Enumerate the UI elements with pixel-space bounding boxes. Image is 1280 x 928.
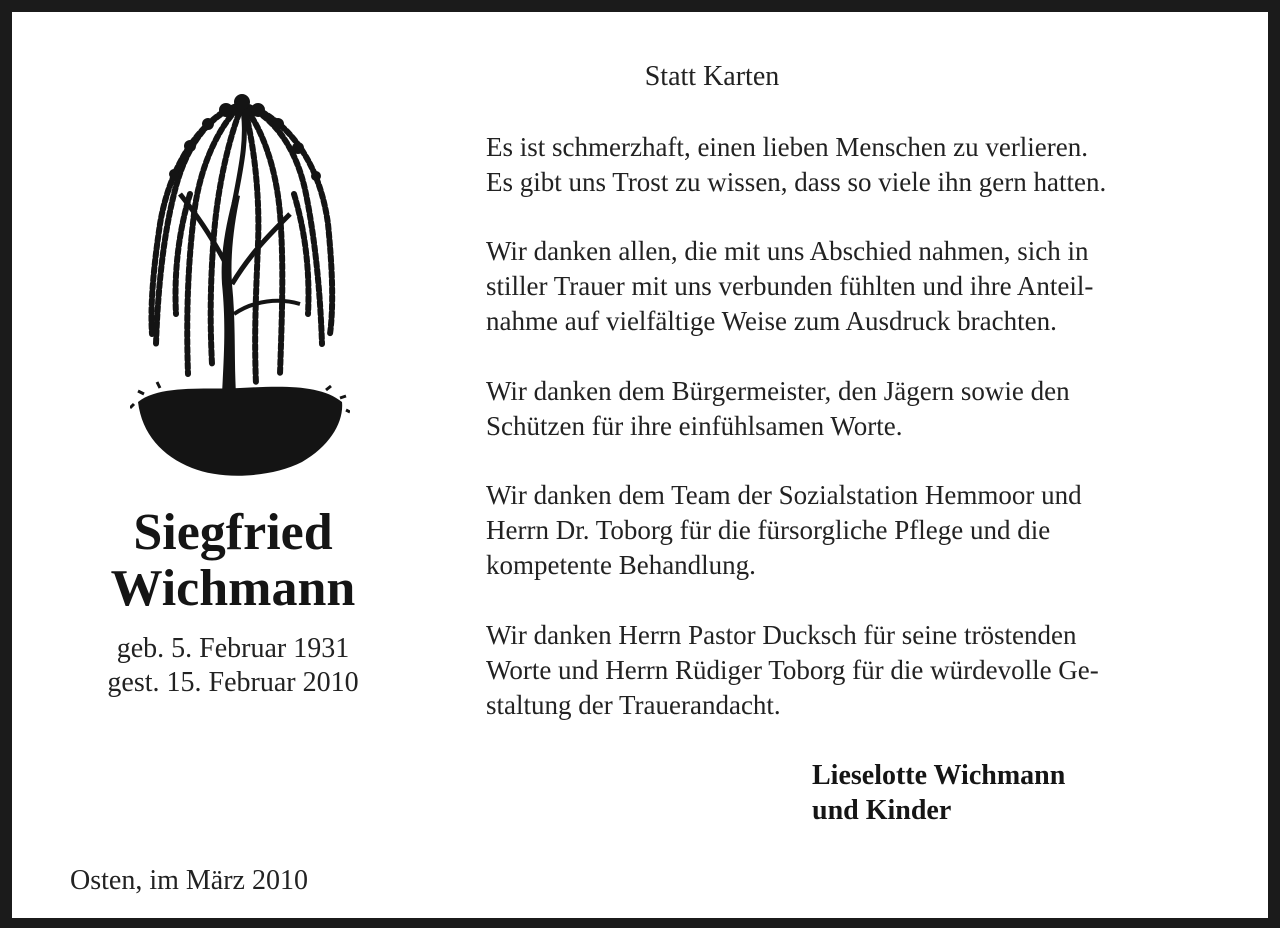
paragraph-line: Herrn Dr. Toborg für die fürsorgliche Pflege und die [486, 515, 1051, 545]
paragraph-line: Schützen für ihre einfühlsamen Worte. [486, 411, 903, 441]
paragraph-sozialstation [486, 478, 1256, 583]
paragraph-line: Wir danken dem Team der Sozialstation Hemmoor und [486, 480, 1082, 510]
paragraph-line: stiller Trauer mit uns verbunden fühlten und ihre Anteil- [486, 271, 1094, 301]
paragraph-trost [486, 130, 1256, 200]
heading-statt-karten: Statt Karten [644, 61, 780, 92]
paragraph-line: Wir danken Herrn Pastor Ducksch für seine tröstenden [486, 620, 1077, 650]
paragraph-line: kompetente Behandlung. [486, 550, 756, 580]
paragraph-buergermeister [486, 374, 1256, 444]
paragraph-line: Es ist schmerzhaft, einen lieben Menschen zu verlieren. [486, 132, 1089, 162]
signature-name: Lieselotte Wichmann [812, 760, 1066, 791]
paragraph-line: staltung der Trauerandacht. [486, 690, 781, 720]
paragraph-line: Es gibt uns Trost zu wissen, dass so viele ihn gern hatten. [486, 167, 1107, 197]
weeping-willow-icon [130, 84, 350, 484]
birth-date: geb. 5. Februar 1931 [116, 633, 350, 664]
paragraph-line: nahme auf vielfältige Weise zum Ausdruck brachten. [486, 306, 1057, 336]
paragraph-abschied [486, 234, 1256, 339]
death-date: gest. 15. Februar 2010 [107, 667, 359, 698]
paragraph-line: Worte und Herrn Rüdiger Toborg für die würdevolle Ge- [486, 655, 1099, 685]
deceased-first-name: Siegfried [133, 504, 333, 561]
paragraph-line: Wir danken dem Bürgermeister, den Jägern sowie den [486, 376, 1070, 406]
paragraph-pastor [486, 618, 1256, 723]
paragraph-line: Wir danken allen, die mit uns Abschied nahmen, sich in [486, 236, 1089, 266]
signature-family: und Kinder [812, 795, 952, 826]
place-and-date: Osten, im März 2010 [70, 865, 308, 896]
deceased-last-name: Wichmann [110, 560, 356, 617]
